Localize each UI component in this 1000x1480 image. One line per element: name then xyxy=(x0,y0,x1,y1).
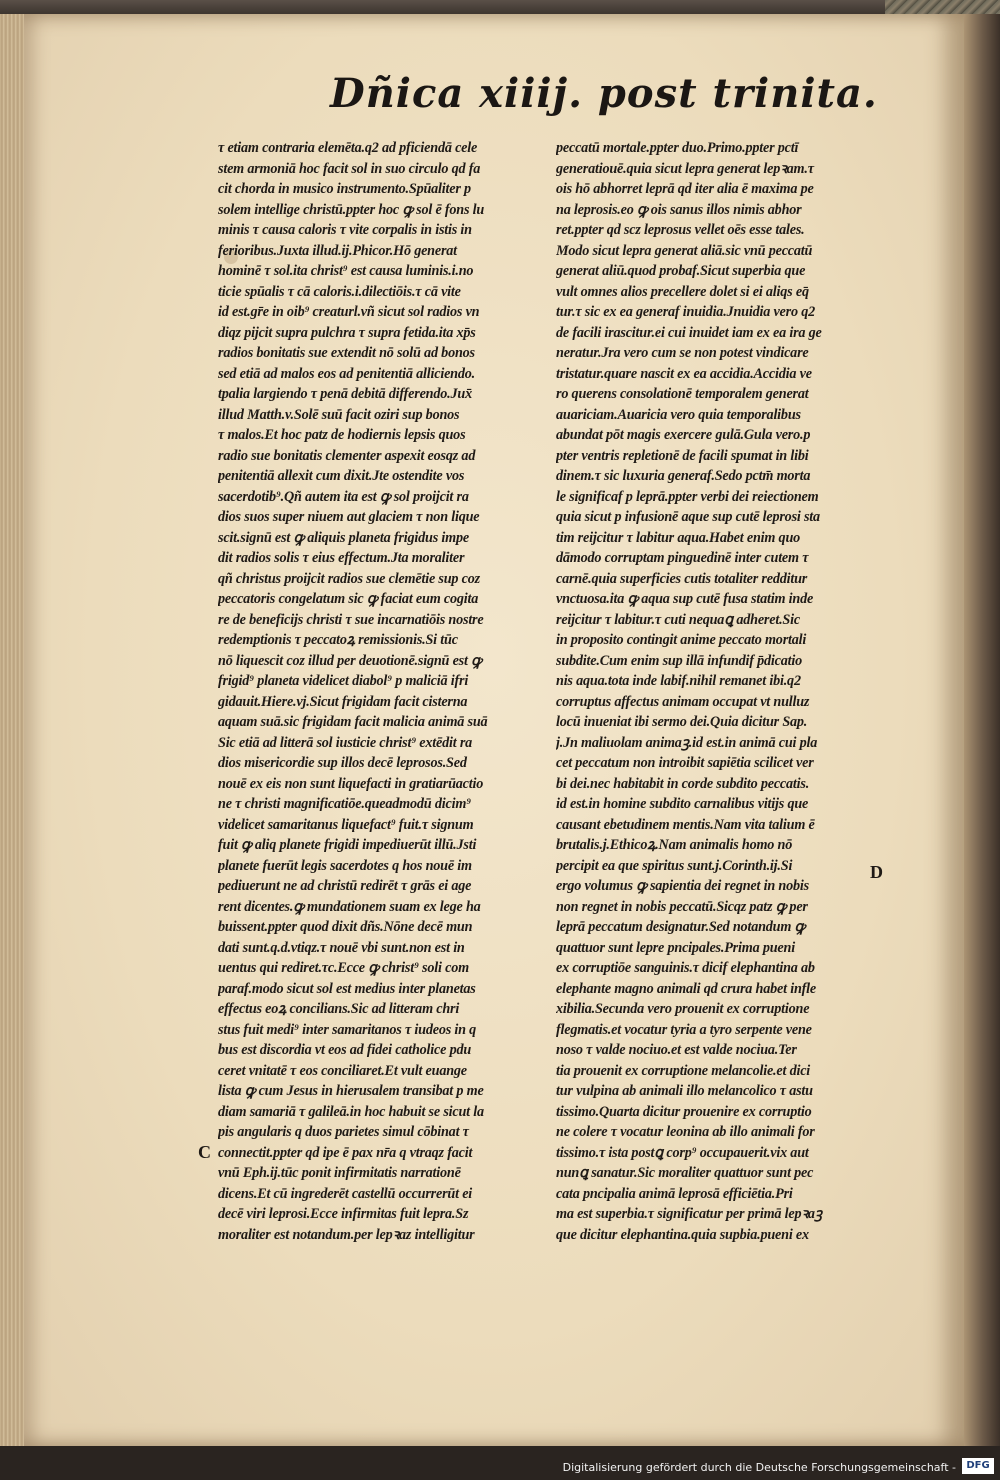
text-line: pis angularis q duos parietes simul cōbinat τ xyxy=(218,1124,469,1140)
text-line: leprā peccatum designatur.Sed notandum ꝙ xyxy=(556,919,805,935)
text-line: generatiouē.quia sicut lepra generat lepꝛam.τ xyxy=(556,160,814,177)
text-line: causant ebetudinem mentis.Nam vita talium ē xyxy=(556,816,815,833)
text-line: effectus eoꝝ concilians.Sic ad litteram chri xyxy=(218,1001,460,1017)
text-line: ois hō abhorret leprā qd iter alia ē maxima pe xyxy=(556,181,814,197)
text-line: Modo sicut lepra generat aliā.sic vnū peccatū xyxy=(556,242,813,259)
text-line: peccatoris congelatum sic ꝙ faciat eum cogita xyxy=(218,591,479,607)
text-line: aquam suā.sic frigidam facit malicia animā suā xyxy=(218,714,488,730)
text-line: radios bonitatis sue extendit nō solū ad bonos xyxy=(218,345,475,361)
text-line: tpalia largiendo τ penā debitā differendo.Jux̄ xyxy=(218,386,472,402)
text-line: nunꝗ sanatur.Sic moraliter quattuor sunt pec xyxy=(556,1165,814,1181)
text-line: lista ꝙ cum Jesus in hierusalem transibat p me xyxy=(218,1083,484,1099)
text-line: re de beneficijs christi τ sue incarnatiōis nostre xyxy=(218,611,484,628)
text-line: reijcitur τ labitur.τ cuti nequaꝗ adheret.Sic xyxy=(556,611,800,628)
text-line: paraf.modo sicut sol est medius inter planetas xyxy=(218,980,476,997)
text-line: ret.ppter qd scz leprosus vellet oēs esse tales. xyxy=(556,222,805,238)
text-line: locū inueniat ibi sermo dei.Quia dicitur Sap. xyxy=(556,714,808,730)
text-line: tissimo.τ ista postꝗ corp⁹ occupauerit.vix aut xyxy=(556,1144,809,1161)
text-line: sed etiā ad malos eos ad penitentiā alliciendo. xyxy=(218,365,475,382)
dfg-logo: DFG xyxy=(962,1458,994,1474)
text-line: xibilia.Secunda vero prouenit ex corruptione xyxy=(556,1001,810,1017)
text-line: tim reijcitur τ labitur aqua.Habet enim quo xyxy=(556,529,801,546)
text-line: j.Jn maliuolam animaꝫ.id est.in animā cui pla xyxy=(556,734,818,751)
text-line: τ malos.Et hoc patz de hodiernis lepsis quos xyxy=(218,427,466,443)
text-line: hominē τ sol.ita christ⁹ est causa luminis.i.no xyxy=(218,263,474,279)
text-line: pediuerunt ne ad christū redirēt τ grās ei age xyxy=(218,878,472,894)
text-line: ne τ christi magnificatiōe.queadmodū dicim⁹ xyxy=(218,796,471,812)
text-line: dicens.Et cū ingrederēt castellū occurrerūt ei xyxy=(218,1185,473,1202)
text-line: carnē.quia superficies cutis totaliter redditur xyxy=(556,570,808,587)
marginal-letter-left: C xyxy=(198,1142,211,1162)
text-line: flegmatis.et vocatur tyria a tyro serpente vene xyxy=(556,1021,812,1038)
text-line: ferioribus.Juxta illud.ij.Phicor.Hō generat xyxy=(218,242,457,259)
text-line: uentus qui rediret.τc.Ecce ꝙ christ⁹ soli com xyxy=(218,960,469,976)
text-line: stus fuit medi⁹ inter samaritanos τ iudeos in q xyxy=(218,1021,477,1038)
text-line: moraliter est notandum.per lepꝛaz intelligitur xyxy=(218,1226,475,1243)
text-line: tristatur.quare nascit ex ea accidia.Accidia ve xyxy=(556,365,812,382)
text-line: id est.in homine subdito carnalibus vitijs que xyxy=(556,796,809,812)
text-line: generat aliū.quod probaf.Sicut superbia que xyxy=(556,263,806,279)
text-line: ticie spūalis τ cā caloris.i.dilectiōis.τ cā vite xyxy=(218,283,461,300)
text-line: stem armoniā hoc facit sol in suo circulo qd fa xyxy=(218,160,481,177)
text-line: τ etiam contraria elemēta.q2 ad pficiendā cele xyxy=(218,140,478,156)
text-line: qñ christus proijcit radios sue clemētie sup coz xyxy=(218,570,480,587)
text-line: fuit ꝙ aliq planete frigidi impediuerūt illū.Jsti xyxy=(218,837,477,853)
text-line: ro querens consolationē temporalem generat xyxy=(556,386,809,402)
text-line: peccatū mortale.ppter duo.Primo.ppter pctī xyxy=(556,140,799,156)
text-line: vnctuosa.ita ꝙ aqua sup cutē fusa statim inde xyxy=(556,591,814,607)
text-line: le significaf p leprā.ppter verbi dei reiectionem xyxy=(556,488,819,505)
text-line: gidauit.Hiere.vj.Sicut frigidam facit cisterna xyxy=(218,693,468,710)
text-line: que dicitur elephantina.quia supbia.pueni ex xyxy=(556,1226,809,1243)
text-line: videlicet samaritanus liquefact⁹ fuit.τ signum xyxy=(218,816,474,833)
text-line: noso τ valde nociuo.et est valde nociua.Ter xyxy=(556,1042,797,1058)
text-line: abundat pōt magis exercere gulā.Gula vero.p xyxy=(556,427,811,443)
text-line: nō liquescit coz illud per deuotionē.signū est ꝙ xyxy=(218,652,482,669)
text-line: non regnet in nobis peccatū.Sicqz patz ꝙ per xyxy=(556,898,808,915)
text-line: tissimo.Quarta dicitur prouenire ex corruptio xyxy=(556,1103,812,1120)
text-line: nis aqua.tota inde labif.nihil remanet ibi.q2 xyxy=(556,673,801,689)
text-line: sacerdotib⁹.Qñ autem ita est ꝙ sol proijcit ra xyxy=(218,488,469,505)
text-line: quia sicut p infusionē aque sup cutē leprosi sta xyxy=(556,509,820,525)
text-line: dinem.τ sic luxuria generaf.Sedo pctm̄ morta xyxy=(556,468,811,484)
text-line: ergo volumus ꝙ sapientia dei regnet in nobis xyxy=(556,878,809,894)
text-line: penitentiā allexit cum dixit.Jte ostendite vos xyxy=(218,468,465,484)
text-line: ex corruptiōe sanguinis.τ dicif elephantina ab xyxy=(556,960,815,976)
left-text-column xyxy=(218,138,548,1245)
text-line: ne colere τ vocatur leonina ab illo animali for xyxy=(556,1124,815,1140)
text-line: brutalis.j.Ethicoꝝ.Nam animalis homo nō xyxy=(556,837,793,853)
text-line: tia prouenit ex corruptione melancolie.et dici xyxy=(556,1062,811,1079)
text-line: cet peccatum non introibit sapiētia scilicet ver xyxy=(556,755,814,771)
text-line: Sic etiā ad litterā sol iusticie christ⁹ extēdit ra xyxy=(218,734,473,751)
text-line: in proposito contingit anime peccato mortali xyxy=(556,632,807,648)
text-line: diqz pijcit supra pulchra τ supra fetida.ita xp̄s xyxy=(218,324,476,341)
text-line: id est.gr̄e in oib⁹ creaturl.vñ sicut sol radios vn xyxy=(218,304,480,320)
text-line: scit.signū est ꝙ aliquis planeta frigidus impe xyxy=(218,529,469,546)
text-line: minis τ causa caloris τ vite corpalis in istis in xyxy=(218,222,472,238)
page-stack-left xyxy=(0,14,26,1446)
text-line: vnū Eph.ij.tūc ponit infirmitatis narrationē xyxy=(218,1165,461,1181)
text-line: subdite.Cum enim sup illā infundif p̄dicatio xyxy=(556,652,803,669)
text-line: percipit ea que spiritus sunt.j.Corinth.ij.Si xyxy=(556,857,793,874)
text-line: na leprosis.eo ꝙ ois sanus illos nimis abhor xyxy=(556,201,802,218)
text-line: redemptionis τ peccatoꝝ remissionis.Si tūc xyxy=(218,632,458,648)
text-line: connectit.ppter qd ipe ē pax nr̄a q vtraqz facit xyxy=(218,1144,473,1161)
text-line: vult omnes alios precellere dolet si ei aliqs eq̄ xyxy=(556,283,809,300)
text-line: nouē ex eis non sunt liquefacti in gratiarūactio xyxy=(218,775,484,792)
right-text-column xyxy=(556,138,886,1245)
text-line: dāmodo corruptam pinguedinē inter cutem τ xyxy=(556,550,809,566)
text-line: auariciam.Auaricia vero quia temporalibus xyxy=(556,406,801,423)
text-line: ma est superbia.τ significatur per primā lepꝛaꝫ xyxy=(556,1206,822,1222)
text-line: pter ventris repletionē de facili spumat in libi xyxy=(556,447,809,464)
footer-credit: Digitalisierung gefördert durch die Deutsche Forschungsgemeinschaft - xyxy=(562,1461,956,1474)
marginal-letter-right: D xyxy=(870,862,883,882)
text-line: quattuor sunt lepre pncipales.Prima pueni xyxy=(556,939,795,956)
text-line: radio sue bonitatis clementer aspexit eosqz ad xyxy=(218,447,476,464)
text-line: ceret vnitatē τ eos conciliaret.Et vult euange xyxy=(218,1062,467,1079)
text-line: diam samariā τ galileā.in hoc habuit se sicut la xyxy=(218,1103,484,1120)
text-line: bus est discordia vt eos ad fidei catholice pdu xyxy=(218,1042,472,1058)
text-line: bi dei.nec habitabit in corde subdito peccatis. xyxy=(556,775,810,792)
text-line: dit radios solis τ eius effectum.Jta moraliter xyxy=(218,550,465,566)
text-line: elephante magno animali qd crura habet infle xyxy=(556,980,816,997)
text-line: solem intellige christū.ppter hoc ꝙ sol ē fons lu xyxy=(218,201,485,218)
text-line: de facili irascitur.ei cui inuidet iam ex ea ira ge xyxy=(556,324,822,341)
text-line: planete fuerūt legis sacerdotes q hos nouē im xyxy=(218,857,472,874)
page-title: Dñica xiiij. post trinita. xyxy=(330,70,878,117)
text-line: dios suos super niuem aut glaciem τ non lique xyxy=(218,509,480,525)
text-line: tur vulpina ab animali illo melancolico τ astu xyxy=(556,1083,813,1099)
text-line: buissent.ppter quod dixit dñs.Nōne decē mun xyxy=(218,919,473,935)
text-line: dati sunt.q.d.vtiqz.τ nouē vbi sunt.non est in xyxy=(218,939,465,956)
text-line: dios misericordie sup illos decē leprosos.Sed xyxy=(218,755,467,771)
text-line: corruptus affectus animam occupat vt nulluz xyxy=(556,693,810,710)
text-line: rent dicentes.ꝙ mundationem suam ex lege ha xyxy=(218,898,481,915)
book-gutter-right xyxy=(960,14,1000,1446)
text-line: illud Matth.v.Solē suū facit oziri sup bonos xyxy=(218,406,460,423)
text-line: frigid⁹ planeta videlicet diabol⁹ p maliciā ifri xyxy=(218,673,469,689)
text-line: cit chorda in musico instrumento.Spūaliter p xyxy=(218,181,471,197)
text-line: tur.τ sic ex ea generaf inuidia.Jnuidia vero q2 xyxy=(556,304,815,320)
text-line: cata pncipalia animā leprosā efficiētia.Pri xyxy=(556,1185,793,1202)
text-line: neratur.Jra vero cum se non potest vindicare xyxy=(556,345,809,361)
text-line: decē viri leprosi.Ecce infirmitas fuit lepra.Sz xyxy=(218,1206,469,1222)
